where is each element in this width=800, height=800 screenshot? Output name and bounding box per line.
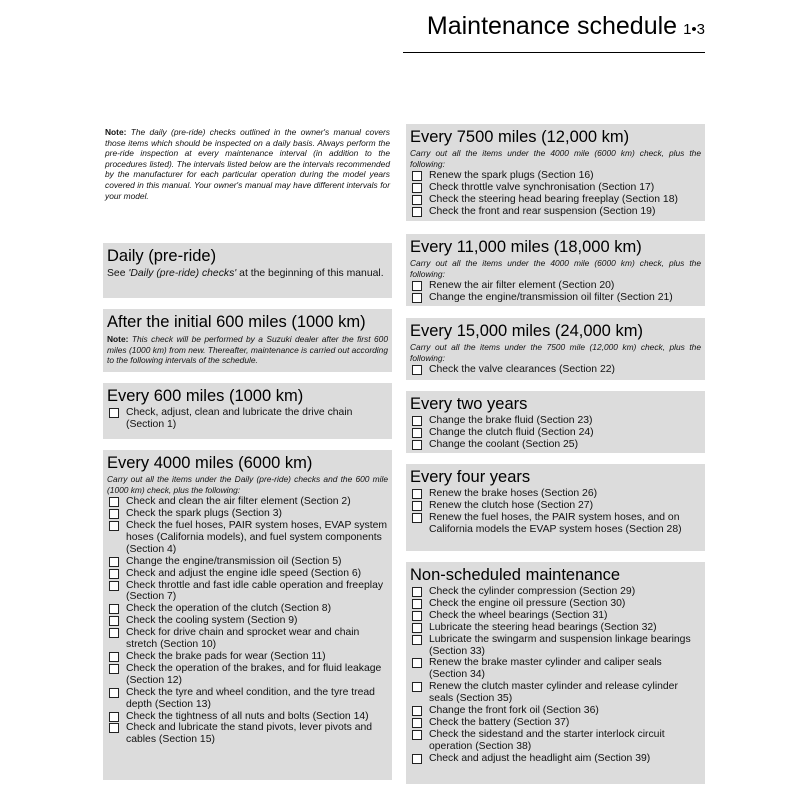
- checkbox[interactable]: [412, 635, 422, 645]
- checkbox[interactable]: [412, 416, 422, 426]
- checklist-item: [410, 439, 701, 451]
- checklist-item: [107, 407, 388, 431]
- checklist: [410, 415, 701, 451]
- checkbox[interactable]: [412, 428, 422, 438]
- checklist-item-label: Check the battery (Section 37): [429, 716, 570, 728]
- section-title: Every 600 miles (1000 km): [107, 387, 304, 405]
- header-rule: [403, 52, 705, 53]
- checkbox[interactable]: [109, 581, 119, 591]
- checkbox[interactable]: [412, 293, 422, 303]
- checklist-item: [107, 663, 388, 687]
- intro-note: [103, 124, 392, 233]
- checklist-item: [410, 500, 701, 512]
- checkbox[interactable]: [412, 682, 422, 692]
- checklist-item-label: Renew the brake master cylinder and caliper seals (Section 34): [429, 657, 662, 681]
- checklist-item-label: Renew the clutch master cylinder and release cylinder seals (Section 35): [429, 681, 678, 705]
- checkbox[interactable]: [109, 712, 119, 722]
- checklist-item: [410, 182, 701, 194]
- section-note: Note: This check will be performed by a Suzuki dealer after the first 600 miles (1000 km) from new. Thereafter, maintenance is carried out according to the following intervals of the schedule.: [107, 334, 388, 366]
- checkbox[interactable]: [412, 440, 422, 450]
- checklist-item: [107, 520, 388, 556]
- checklist-item: [410, 206, 701, 218]
- checklist-item: [107, 687, 388, 711]
- checkbox[interactable]: [109, 569, 119, 579]
- checklist-item: [410, 657, 701, 681]
- checkbox[interactable]: [109, 521, 119, 531]
- checklist-item: [410, 170, 701, 182]
- checkbox[interactable]: [412, 195, 422, 205]
- checklist-item-label: Check the front and rear suspension (Section 19): [429, 205, 656, 217]
- checklist-item-label: Check and clean the air filter element (Section 2): [126, 496, 351, 508]
- checkbox[interactable]: [412, 706, 422, 716]
- section-title: After the initial 600 miles (1000 km): [107, 313, 366, 331]
- checklist-item-label: Renew the fuel hoses, the PAIR system hoses, and on California models the EVAP system hoses (Section 28): [429, 511, 682, 535]
- daily-checks-reference: 'Daily (pre-ride) checks': [128, 268, 237, 279]
- checklist-item-label: Renew the air filter element (Section 20): [429, 280, 615, 292]
- checkbox[interactable]: [109, 688, 119, 698]
- checkbox[interactable]: [109, 652, 119, 662]
- checklist-item-label: Change the clutch fluid (Section 24): [429, 426, 594, 438]
- checklist-item: [410, 280, 701, 292]
- checkbox[interactable]: [412, 183, 422, 193]
- intro-note-text: The daily (pre-ride) checks outlined in the owner's manual covers those items which should be inspected on a daily basis. Always perform the pre-ride inspection at every maintenance interval (in addition to the procedures listed). The intervals listed below are the intervals recommended by the manufacturer for each particular operation during the model years covered in this manual. Your owner's manual may have different intervals for your model.: [105, 127, 390, 201]
- checklist: [410, 488, 701, 536]
- checkbox[interactable]: [109, 557, 119, 567]
- checklist-item-label: Check the engine oil pressure (Section 30): [429, 597, 626, 609]
- section-title: Every 7500 miles (12,000 km): [410, 128, 630, 146]
- checklist-item-label: Change the engine/transmission oil filter (Section 21): [429, 292, 673, 304]
- checklist-item: [410, 753, 701, 765]
- checkbox[interactable]: [412, 718, 422, 728]
- section-every-4000: [103, 450, 392, 780]
- checklist-item: [107, 556, 388, 568]
- checklist-item: [410, 194, 701, 206]
- checklist-item: [410, 598, 701, 610]
- section-every-600: [103, 383, 392, 439]
- checklist: [410, 280, 701, 304]
- section-note: Carry out all the items under the 7500 mile (12,000 km) check, plus the following:: [410, 342, 701, 363]
- checkbox[interactable]: [109, 408, 119, 418]
- checklist-item-label: Check the tightness of all nuts and bolts (Section 14): [126, 710, 369, 722]
- checkbox[interactable]: [412, 513, 422, 523]
- page-title-text: Maintenance schedule: [426, 12, 678, 40]
- section-every-11000: [406, 234, 705, 306]
- checklist-item: [410, 512, 701, 536]
- checkbox[interactable]: [412, 171, 422, 181]
- checkbox[interactable]: [412, 658, 422, 668]
- checkbox[interactable]: [109, 628, 119, 638]
- checklist: [410, 170, 701, 218]
- section-title: Every two years: [410, 395, 528, 413]
- checkbox[interactable]: [412, 365, 422, 375]
- checkbox[interactable]: [109, 616, 119, 626]
- checklist-item: [107, 508, 388, 520]
- checklist-item-label: Check the sidestand and the starter interlock circuit operation (Section 38): [429, 728, 665, 752]
- checklist-item: [410, 622, 701, 634]
- checklist-item: [410, 488, 701, 500]
- checkbox[interactable]: [412, 207, 422, 217]
- section-title: Daily (pre-ride): [107, 247, 217, 265]
- section-title: Every 11,000 miles (18,000 km): [410, 238, 642, 256]
- intro-note-label: Note:: [105, 127, 127, 137]
- checkbox[interactable]: [412, 501, 422, 511]
- checklist-item-label: Check the steering head bearing freeplay (Section 18): [429, 194, 678, 205]
- right-column: [406, 124, 705, 784]
- checklist-item: [107, 627, 388, 651]
- section-daily: [103, 243, 392, 298]
- checklist-item-label: Check the tyre and wheel condition, and the tyre tread depth (Section 13): [126, 686, 375, 710]
- checkbox[interactable]: [412, 587, 422, 597]
- checklist-item: [107, 711, 388, 723]
- checklist-item: [107, 603, 388, 615]
- checkbox[interactable]: [412, 599, 422, 609]
- section-every-15000: [406, 318, 705, 380]
- checkbox[interactable]: [412, 623, 422, 633]
- checkbox[interactable]: [109, 509, 119, 519]
- checklist-item: [107, 615, 388, 627]
- section-note: Carry out all the items under the 4000 mile (6000 km) check, plus the following:: [410, 258, 701, 279]
- checklist-item: [410, 610, 701, 622]
- section-title: Every four years: [410, 468, 531, 486]
- checklist: [410, 586, 701, 765]
- checklist-item: [410, 634, 701, 658]
- checklist-item-label: Check throttle and fast idle cable operation and freeplay (Section 7): [126, 579, 384, 603]
- section-every-two-years: [406, 391, 705, 453]
- checklist-item-label: Change the front fork oil (Section 36): [429, 705, 599, 717]
- section-text: See 'Daily (pre-ride) checks' at the beginning of this manual.: [107, 268, 384, 279]
- checklist-item-label: Check the brake pads for wear (Section 11): [126, 650, 326, 662]
- checkbox[interactable]: [109, 604, 119, 614]
- checklist-item-label: Lubricate the swingarm and suspension linkage bearings (Section 33): [429, 633, 691, 657]
- checklist-item: [410, 415, 701, 427]
- checklist-item-label: Check and adjust the headlight aim (Section 39): [429, 752, 651, 764]
- checklist-item-label: Change the coolant (Section 25): [429, 438, 579, 450]
- checklist-item-label: Renew the spark plugs (Section 16): [429, 170, 594, 182]
- checklist-item: [107, 722, 388, 746]
- checklist: [410, 364, 701, 376]
- checklist-item-label: Check and lubricate the stand pivots, lever pivots and cables (Section 15): [126, 722, 373, 746]
- checklist-item: [410, 427, 701, 439]
- checklist: [107, 407, 388, 431]
- page-title: [427, 12, 705, 41]
- section-every-7500: [406, 124, 705, 221]
- checklist-item-label: Check the wheel bearings (Section 31): [429, 609, 608, 621]
- checkbox[interactable]: [109, 723, 119, 733]
- section-title: Every 4000 miles (6000 km): [107, 454, 313, 472]
- checklist-item: [107, 496, 388, 508]
- section-note: Carry out all the items under the 4000 mile (6000 km) check, plus the following:: [410, 148, 701, 169]
- checklist-item-label: Check the operation of the clutch (Section 8): [126, 603, 332, 615]
- section-non-scheduled: [406, 562, 705, 784]
- checkbox[interactable]: [412, 730, 422, 740]
- checkbox[interactable]: [412, 754, 422, 764]
- checklist-item: [410, 705, 701, 717]
- section-title: Non-scheduled maintenance: [410, 566, 621, 584]
- checklist-item-label: Change the engine/transmission oil (Section 5): [126, 555, 342, 567]
- checklist-item-label: Check the cooling system (Section 9): [126, 615, 298, 627]
- checklist-item-label: Renew the brake hoses (Section 26): [429, 488, 598, 499]
- section-initial-600: [103, 309, 392, 372]
- checklist-item: [410, 729, 701, 753]
- checkbox[interactable]: [412, 281, 422, 291]
- section-every-four-years: [406, 464, 705, 551]
- checklist: [107, 496, 388, 746]
- checklist-item: [410, 681, 701, 705]
- page-number: 1•3: [683, 21, 705, 38]
- checklist-item-label: Check, adjust, clean and lubricate the drive chain (Section 1): [126, 407, 353, 430]
- checklist-item: [410, 364, 701, 376]
- checklist-item: [410, 292, 701, 304]
- checklist-item-label: Change the brake fluid (Section 23): [429, 415, 593, 426]
- checklist-item-label: Check for drive chain and sprocket wear and chain stretch (Section 10): [126, 627, 360, 651]
- checklist-item: [107, 568, 388, 580]
- checklist-item: [410, 586, 701, 598]
- checklist-item-label: Check the operation of the brakes, and for fluid leakage (Section 12): [126, 662, 382, 686]
- checklist-item: [410, 717, 701, 729]
- checklist-item: [107, 580, 388, 604]
- checklist-item-label: Check and adjust the engine idle speed (Section 6): [126, 567, 362, 579]
- checklist-item-label: Check throttle valve synchronisation (Section 17): [429, 182, 655, 194]
- checklist-item: [107, 651, 388, 663]
- checklist-item-label: Check the cylinder compression (Section 29): [429, 586, 636, 597]
- checklist-item-label: Check the fuel hoses, PAIR system hoses, EVAP system hoses (California models), and fuel system components (Section 4): [126, 520, 388, 555]
- section-note: Carry out all the items under the Daily (pre-ride) checks and the 600 mile (1000 km) check, plus the following:: [107, 474, 388, 495]
- checkbox[interactable]: [412, 489, 422, 499]
- checkbox[interactable]: [109, 497, 119, 507]
- checklist-item-label: Renew the clutch hose (Section 27): [429, 499, 594, 511]
- checkbox[interactable]: [109, 664, 119, 674]
- checklist-item-label: Lubricate the steering head bearings (Section 32): [429, 621, 657, 633]
- checkbox[interactable]: [412, 611, 422, 621]
- section-title: Every 15,000 miles (24,000 km): [410, 322, 643, 340]
- left-column: [103, 124, 392, 780]
- checklist-item-label: Check the spark plugs (Section 3): [126, 508, 282, 520]
- checklist-item-label: Check the valve clearances (Section 22): [429, 364, 615, 376]
